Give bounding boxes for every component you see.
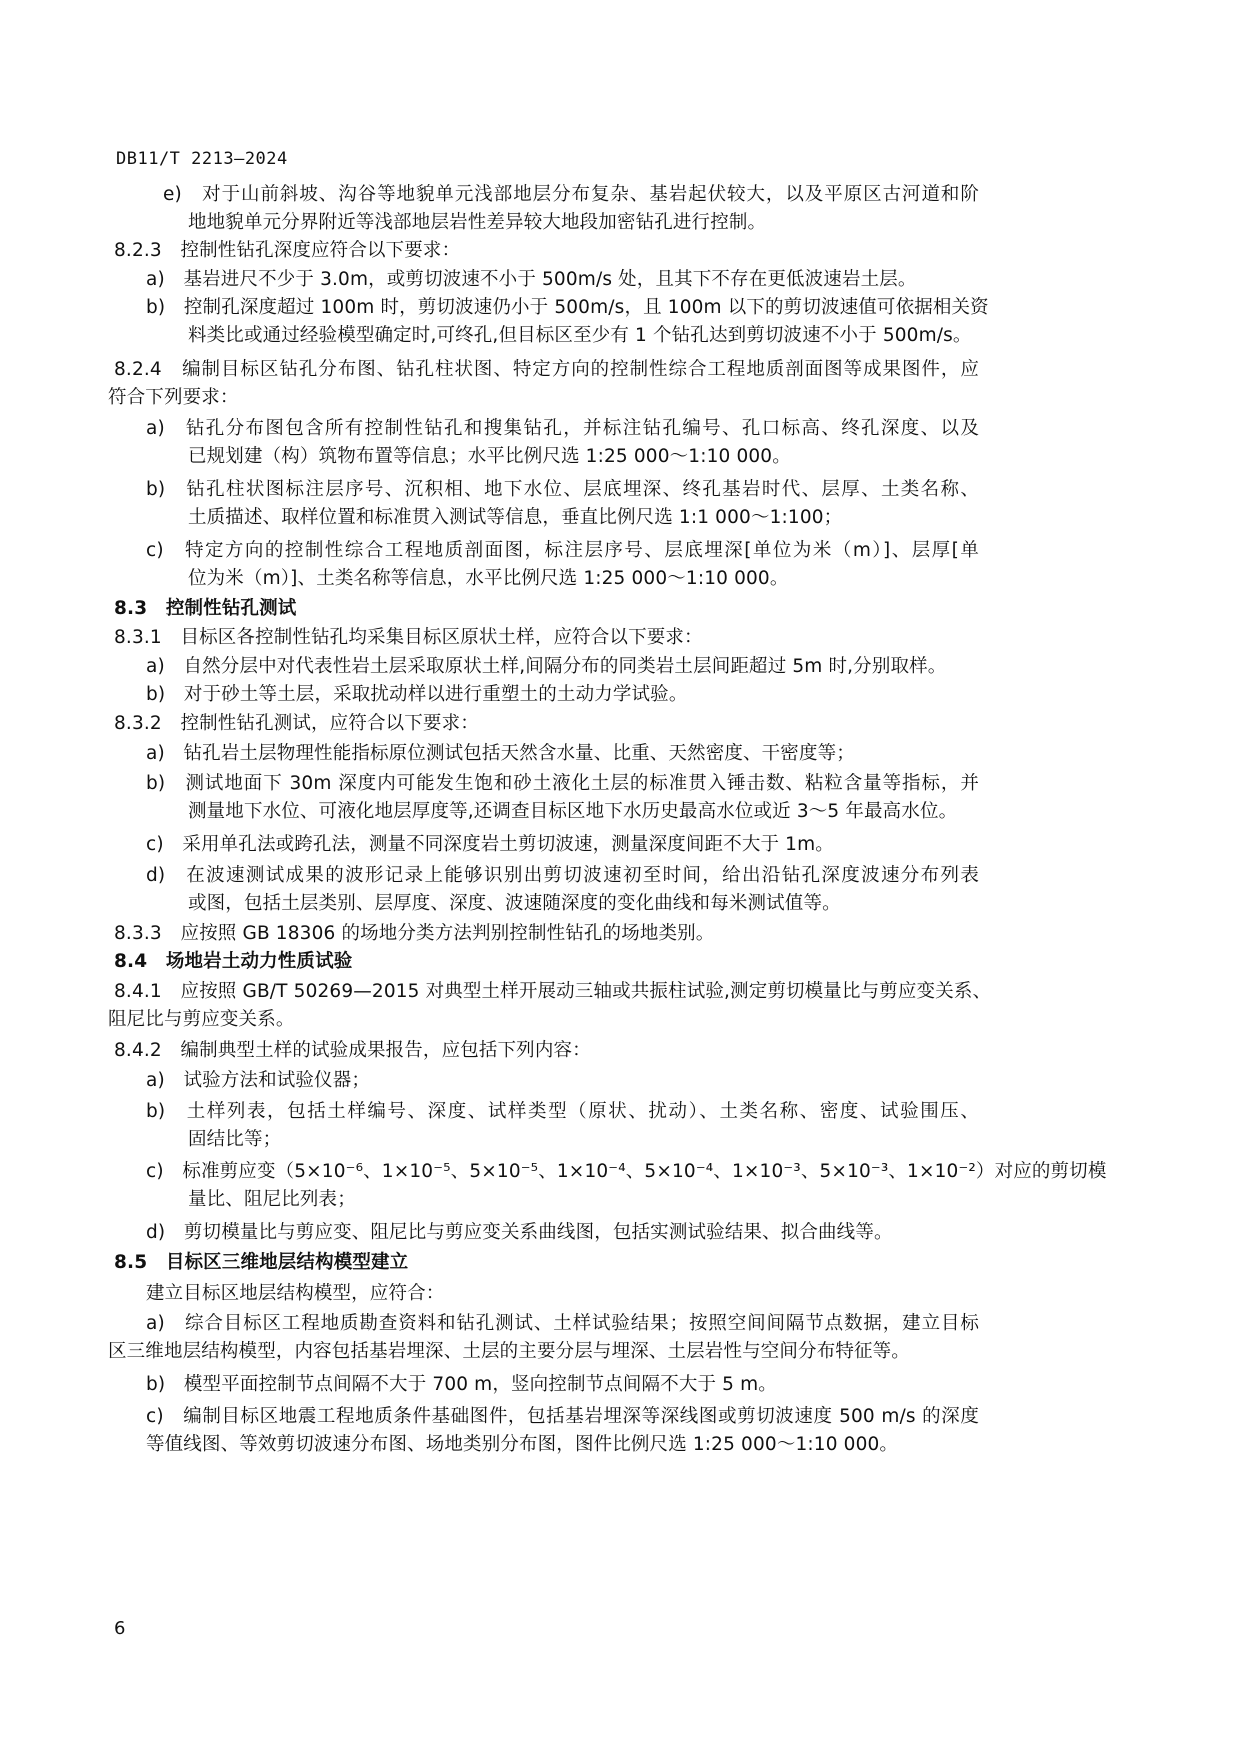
- section-heading: 8.2.4 编制目标区钻孔分布图、钻孔柱状图、特定方向的控制性综合工程地质剖面图等成果图件，应: [114, 359, 979, 380]
- list-item: b) 钻孔柱状图标注层序号、沉积相、地下水位、层底埋深、终孔基岩时代、层厚、土类名称、: [146, 479, 979, 500]
- section-heading: 8.2.3 控制性钻孔深度应符合以下要求：: [114, 240, 461, 261]
- list-item: a) 自然分层中对代表性岩土层采取原状土样,间隔分布的同类岩土层间距超过 5m 时,分别取样。: [146, 656, 947, 677]
- list-item: c) 采用单孔法或跨孔法，测量不同深度岩土剪切波速，测量深度间距不大于 1m。: [146, 834, 834, 855]
- text-line: 建立目标区地层结构模型，应符合：: [146, 1283, 445, 1304]
- list-item: c) 编制目标区地震工程地质条件基础图件，包括基岩埋深等深线图或剪切波速度 500 m/s 的深度: [146, 1406, 979, 1427]
- text-line: 等值线图、等效剪切波速分布图、场地类别分布图，图件比例尺选 1:25 000～1:10 000。: [146, 1434, 899, 1455]
- text-line: 或图，包括土层类别、层厚度、深度、波速随深度的变化曲线和每米测试值等。: [188, 893, 841, 914]
- list-item: d) 在波速测试成果的波形记录上能够识别出剪切波速初至时间，给出沿钻孔深度波速分布列表: [146, 865, 979, 886]
- list-item: a) 试验方法和试验仪器；: [146, 1070, 371, 1091]
- list-item: a) 钻孔分布图包含所有控制性钻孔和搜集钻孔，并标注钻孔编号、孔口标高、终孔深度、以及: [146, 418, 979, 439]
- list-item: a) 钻孔岩土层物理性能指标原位测试包括天然含水量、比重、天然密度、干密度等；: [146, 743, 855, 764]
- list-item: c) 标准剪应变（5×10⁻⁶、1×10⁻⁵、5×10⁻⁵、1×10⁻⁴、5×10⁻⁴、1×10⁻³、5×10⁻³、1×10⁻²）对应的剪切模: [146, 1161, 1107, 1182]
- section-heading: 8.3.3 应按照 GB 18306 的场地分类方法判别控制性钻孔的场地类别。: [114, 923, 715, 944]
- text-line: 地地貌单元分界附近等浅部地层岩性差异较大地段加密钻孔进行控制。: [188, 212, 767, 233]
- text-line: 量比、阻尼比列表；: [188, 1189, 356, 1210]
- section-heading: 8.3 控制性钻孔测试: [114, 598, 297, 619]
- list-item: b) 对于砂土等土层，采取扰动样以进行重塑土的土动力学试验。: [146, 684, 688, 705]
- list-item: a) 基岩进尺不少于 3.0m，或剪切波速不小于 500m/s 处，且其下不存在更低波速岩土层。: [146, 269, 917, 290]
- list-item: d) 剪切模量比与剪应变、阻尼比与剪应变关系曲线图，包括实测试验结果、拟合曲线等。: [146, 1222, 893, 1243]
- text-line: 已规划建（构）筑物布置等信息；水平比例尺选 1:25 000～1:10 000。: [188, 446, 791, 467]
- text-line: e) 对于山前斜坡、沟谷等地貌单元浅部地层分布复杂、基岩起伏较大，以及平原区古河道和阶: [163, 184, 979, 205]
- section-heading: 8.5 目标区三维地层结构模型建立: [114, 1252, 409, 1273]
- section-heading: 8.4.1 应按照 GB/T 50269—2015 对典型土样开展动三轴或共振柱试验,测定剪切模量比与剪应变关系、: [114, 981, 992, 1002]
- text-line: 料类比或通过经验模型确定时,可终孔,但目标区至少有 1 个钻孔达到剪切波速不小于 500m/s。: [188, 325, 972, 346]
- list-item: b) 控制孔深度超过 100m 时，剪切波速仍小于 500m/s，且 100m 以下的剪切波速值可依据相关资: [146, 297, 989, 318]
- list-item: b) 模型平面控制节点间隔不大于 700 m，竖向控制节点间隔不大于 5 m。: [146, 1374, 777, 1395]
- section-heading: 8.4 场地岩土动力性质试验: [114, 951, 353, 972]
- section-heading: 8.3.2 控制性钻孔测试，应符合以下要求：: [114, 713, 479, 734]
- text-line: 区三维地层结构模型，内容包括基岩埋深、土层的主要分层与埋深、土层岩性与空间分布特征等。: [108, 1341, 910, 1362]
- text-line: 土质描述、取样位置和标准贯入测试等信息，垂直比例尺选 1:1 000～1:100；: [188, 507, 843, 528]
- list-item: b) 土样列表，包括土样编号、深度、试样类型（原状、扰动）、土类名称、密度、试验围压、: [146, 1101, 979, 1122]
- text-line: 位为米（m）]、土类名称等信息，水平比例尺选 1:25 000～1:10 000。: [188, 568, 789, 589]
- text-line: 测量地下水位、可液化地层厚度等,还调查目标区地下水历史最高水位或近 3～5 年最高水位。: [188, 801, 958, 822]
- text-line: 符合下列要求：: [108, 387, 239, 408]
- document-id-header: DB11/T 2213—2024: [116, 149, 288, 169]
- page-number: 6: [114, 1618, 126, 1639]
- list-item: b) 测试地面下 30m 深度内可能发生饱和砂土液化土层的标准贯入锤击数、粘粒含量等指标，并: [146, 773, 979, 794]
- list-item: a) 综合目标区工程地质勘查资料和钻孔测试、土样试验结果；按照空间间隔节点数据，建立目标: [146, 1313, 979, 1334]
- text-line: 阻尼比与剪应变关系。: [108, 1009, 295, 1030]
- section-heading: 8.3.1 目标区各控制性钻孔均采集目标区原状土样，应符合以下要求：: [114, 627, 703, 648]
- text-line: 固结比等；: [188, 1129, 282, 1150]
- list-item: c) 特定方向的控制性综合工程地质剖面图，标注层序号、层底埋深[单位为米（m）]、层厚[单: [146, 540, 979, 561]
- section-heading: 8.4.2 编制典型土样的试验成果报告，应包括下列内容：: [114, 1040, 591, 1061]
